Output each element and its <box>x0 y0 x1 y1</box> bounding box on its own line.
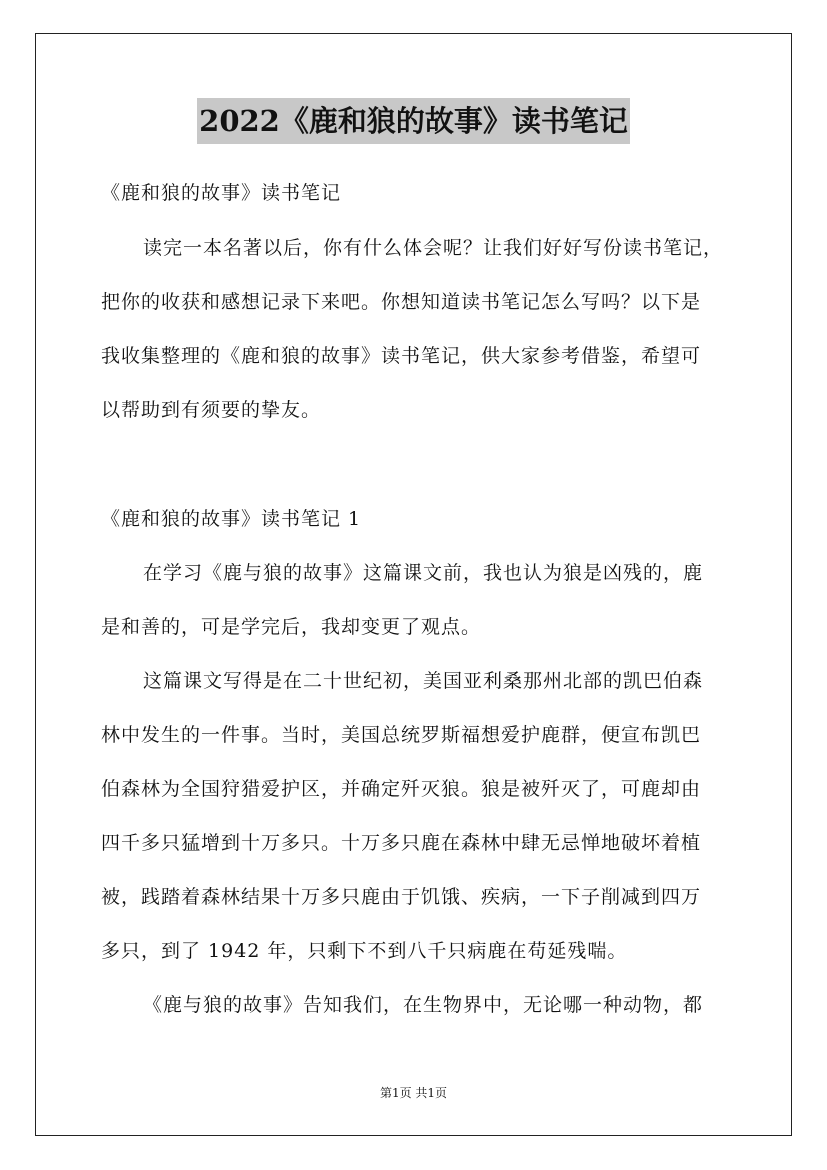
paragraph-line: 四千多只猛增到十万多只。十万多只鹿在森林中肆无忌惮地破坏着植 <box>101 832 702 854</box>
paragraph-line: 被，践踏着森林结果十万多只鹿由于饥饿、疾病，一下子削减到四万 <box>101 886 702 908</box>
paragraph-line: 读完一本名著以后，你有什么体会呢？让我们好好写份读书笔记， <box>143 237 724 259</box>
paragraph-line: 林中发生的一件事。当时，美国总统罗斯福想爱护鹿群，便宣布凯巴 <box>101 724 702 746</box>
document-title: 2022《鹿和狼的故事》读书笔记 <box>197 98 630 144</box>
paragraph-line: 是和善的，可是学完后，我却变更了观点。 <box>101 616 482 638</box>
page-footer: 第1页 共1页 <box>379 1086 448 1100</box>
paragraph-line: 以帮助到有须要的挚友。 <box>101 399 322 421</box>
paragraph-line: 把你的收获和感想记录下来吧。你想知道读书笔记怎么写吗？以下是 <box>101 291 702 313</box>
paragraph-line: 《鹿与狼的故事》告知我们，在生物界中，无论哪一种动物，都 <box>143 994 704 1016</box>
title-container <box>0 98 827 144</box>
subtitle-line: 《鹿和狼的故事》读书笔记 <box>101 182 342 204</box>
paragraph-line: 我收集整理的《鹿和狼的故事》读书笔记，供大家参考借鉴，希望可 <box>101 345 702 367</box>
paragraph-line: 多只，到了 1942 年，只剩下不到八千只病鹿在苟延残喘。 <box>101 940 628 962</box>
section-heading: 《鹿和狼的故事》读书笔记 1 <box>101 508 362 530</box>
paragraph-line: 在学习《鹿与狼的故事》这篇课文前，我也认为狼是凶残的，鹿 <box>143 562 704 584</box>
paragraph-line: 伯森林为全国狩猎爱护区，并确定歼灭狼。狼是被歼灭了，可鹿却由 <box>101 778 702 800</box>
paragraph-line: 这篇课文写得是在二十世纪初，美国亚利桑那州北部的凯巴伯森 <box>143 670 704 692</box>
